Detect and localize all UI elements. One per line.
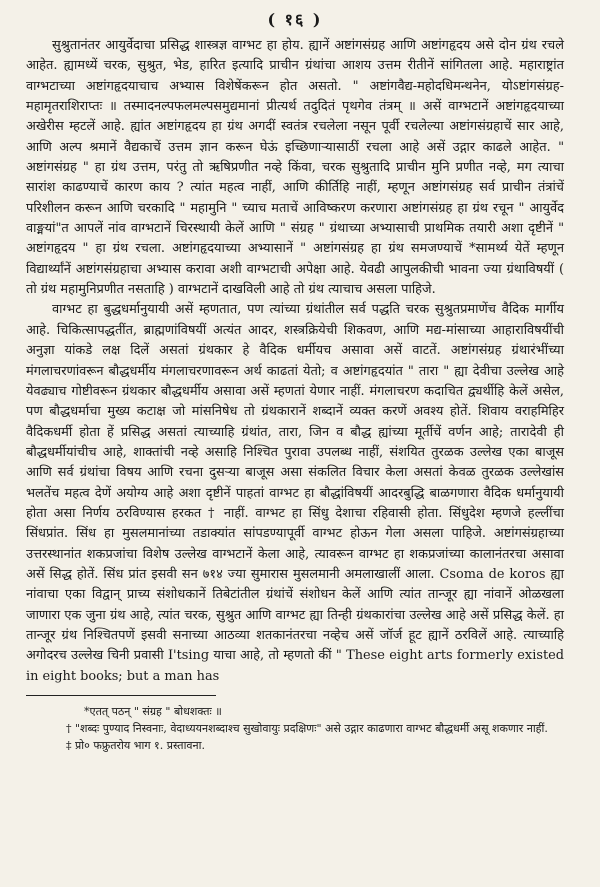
page-number: ( १६ ): [267, 10, 323, 29]
footnotes: [26, 703, 564, 754]
footnote-divider: [26, 695, 216, 696]
footnote-3: ‡ प्रो० फफ्रुतरोय भाग १. प्रस्तावना.: [66, 739, 205, 752]
paragraph-1: सुश्रुतानंतर आयुर्वेदाचा प्रसिद्ध शास्त्रज्ञ वाग्भट हा होय. ह्यानें अष्टांगसंग्रह आणि अष्टांगहृदय असे दोन ग्रंथ रचले आहेत. ह्यामध्यें चरक, सुश्रुत, भेड, हारित इत्यादि प्राचीन ग्रंथांचा आशय उत्तम रीतीनें सांगितला आहे. महाराष्ट्रांत वाग्भटाच्या अष्टांगहृदयाचाच अभ्यास विशेषेंकरून होत असतो. " अष्टांगवैद्य-महोदधिमन्थनेन, योऽष्टांगसंग्रह-महामृतराशिराप्तः ॥ तस्मादनल्पफलमल्पसमुद्यमानां प्रीत्यर्थ तदुदितं पृथगेव तंत्रम् ॥ असें वाग्भटानें अष्टांगहृदयाच्या अखेरीस म्हटलें आहे. ह्यांत अष्टांगहृदय हा ग्रंथ अगदीं स्वतंत्र रचलेला नसून पूर्वी रचलेल्या अष्टांगसंग्रहाचें सार आहे, आणि अल्प श्रमानें वैद्यकाचें उत्तम ज्ञान करून घेऊं इच्छिणाऱ्यासाठीं रचला आहे असें उद्गार काढले आहेत. " अष्टांगसंग्रह " हा ग्रंथ उत्तम, परंतु तो ऋषिप्रणीत नव्हे किंवा, चरक सुश्रुतादि प्राचीन मुनि प्रणीत नव्हे, मग त्याचा सारांश काढण्याचें कारण काय ? त्यांत महत्व नाहीं, आणि कीर्तिहि नाहीं, म्हणून अष्टांगसंग्रह सर्व प्राचीन तंत्रांचें परिशीलन करून आणि चरकादि " महामुनि " च्याच मताचें आविष्करण करणारा अष्टांगसंग्रह हा ग्रंथ रचून " आयुर्वेद वाङ्मयां"त आपलें नांव वाग्भटानें चिरस्थायी केलें आणि " संग्रह " ग्रंथाच्या अभ्यासाची प्राथमिक तयारी अशा दृष्टीनें " अष्टांगहृदय " हा ग्रंथ रचला. अष्टांगहृदयाच्या अभ्यासानें " अष्टांगसंग्रह हा ग्रंथ समजण्याचें *सामर्थ्य येतें म्हणून विद्यार्थ्यांनें अष्टांगसंग्रहाचा अभ्यास करावा अशी वाग्भटाची अपेक्षा आहे. येवढी आपुलकीची भावना ज्या ग्रंथाविषयीं ( तो ग्रंथ महामुनिप्रणीत नसताहि ) वाग्भटानें दाखविली आहे तो ग्रंथ त्याचाच असला पाहिजे.: [26, 38, 564, 298]
footnote-1: *एतत् पठन् " संग्रह " बोधशक्तः ॥: [84, 705, 222, 718]
paragraph-2: वाग्भट हा बुद्धधर्मानुयायी असें म्हणतात, पण त्यांच्या ग्रंथांतील सर्व पद्धति चरक सुश्रुतप्रमाणेंच वैदिक मार्गीय आहे. चिकित्सापद्धतींत, ब्राह्मणांविषयीं अत्यंत आदर, शस्त्रक्रियेची शिकवण, आणि मद्य-मांसाच्या आहाराविषयींची अनुज्ञा यांकडे लक्ष दिलें असतां ग्रंथकार हे वैदिक धर्मीयच असावा असें वाटतें. अष्टांगसंग्रह ग्रंथारंभींच्या मंगलाचरणांवरून बौद्धधर्मीय मंगलाचरणावरून अर्थ काढतां येतो; व अष्टांगहृदयांत " तारा " ह्या देवीचा उल्लेख आहे येवढ्याच गोष्टीवरून ग्रंथकार बौद्धधर्मीय असावा असें म्हणतां येणार नाहीं. मंगलाचरण कदाचित द्व्यर्थीहि केलें असेल, पण बौद्धधर्माचा मुख्य कटाक्ष जो मांसनिषेध तो ग्रंथकारानें शब्दानें व्यक्त करणें अवश्य होतें. शिवाय वराहमिहिर वैदिकधर्मी होता हें प्रसिद्ध असतां त्याच्याहि ग्रंथांत, तारा, जिन व बौद्ध ह्यांच्या मूर्तीचें वर्णन आहे; तारादेवी ही बौद्धधर्मीयांचीच आहे, शाक्तांची नव्हे असाहि निश्चित पुरावा उपलब्ध नाहीं, संशयित तुरळक उल्लेख एका बाजूस आणि सर्व ग्रंथांचा विषय आणि रचना दुसऱ्या बाजूस असा संकलित विचार केला असतां केवळ तुरळक उल्लेखांस भलतेंच महत्व देणें अयोग्य आहे अशा दृष्टीनें पाहतां वाग्भट हा बौद्धांविषयीं आदरबुद्धि बाळगणारा वैदिक धर्मानुयायी होता असा निर्णय ठरविण्यास हरकत † नाहीं. वाग्भट हा सिंधु देशाचा रहिवासी होता. सिंधुदेश म्हणजे हल्लींचा सिंधप्रांत. सिंध हा मुसलमानांच्या तडाक्यांत सांपडण्यापूर्वी वाग्भट होऊन गेला असला पाहिजे. अष्टांगसंग्रहाच्या उत्तरस्थानांत शकप्रजांचा विशेष उल्लेख वाग्भटानें केला आहे, त्यावरून वाग्भट हा शकप्रजांच्या कालानंतरचा असावा असें सिद्ध होतें. सिंध प्रांत इसवी सन ७१४ ज्या सुमारास मुसलमानी अमलाखालीं आला. Csoma de koros ह्या नांवाचा एका विद्वान् प्राच्य संशोधकानें तिबेटांतील ग्रंथांचें संशोधन केलें आणि त्यांत तान्जूर ह्या नांवानें ओळखला जाणारा एक जुना ग्रंथ आहे, त्यांत चरक, सुश्रुत आणि वाग्भट ह्या तिन्ही ग्रंथकारांचा उल्लेख आहे असें प्रसिद्ध केलें. हा तान्जूर ग्रंथ निश्चितपणें इसवी सनाच्या आठव्या शतकानंतरचा नव्हेच असें जॉर्ज हूट ह्यानें ठरविलें आहे. त्याच्याहि अगोदरच उल्लेख चिनी प्रवासी I'tsing याचा आहे, तो म्हणतो कीं " These eight arts formerly existed in eight books; but a man has: [26, 302, 564, 684]
footnote-2: † "शब्दः पुण्याद निस्वनाः, वेदाध्ययनशब्दाश्च सुखोवायुः प्रदक्षिणः" असे उद्गार काढणारा वाग्भट बौद्धधर्मी असू शकणार नाहीं.: [66, 722, 548, 735]
